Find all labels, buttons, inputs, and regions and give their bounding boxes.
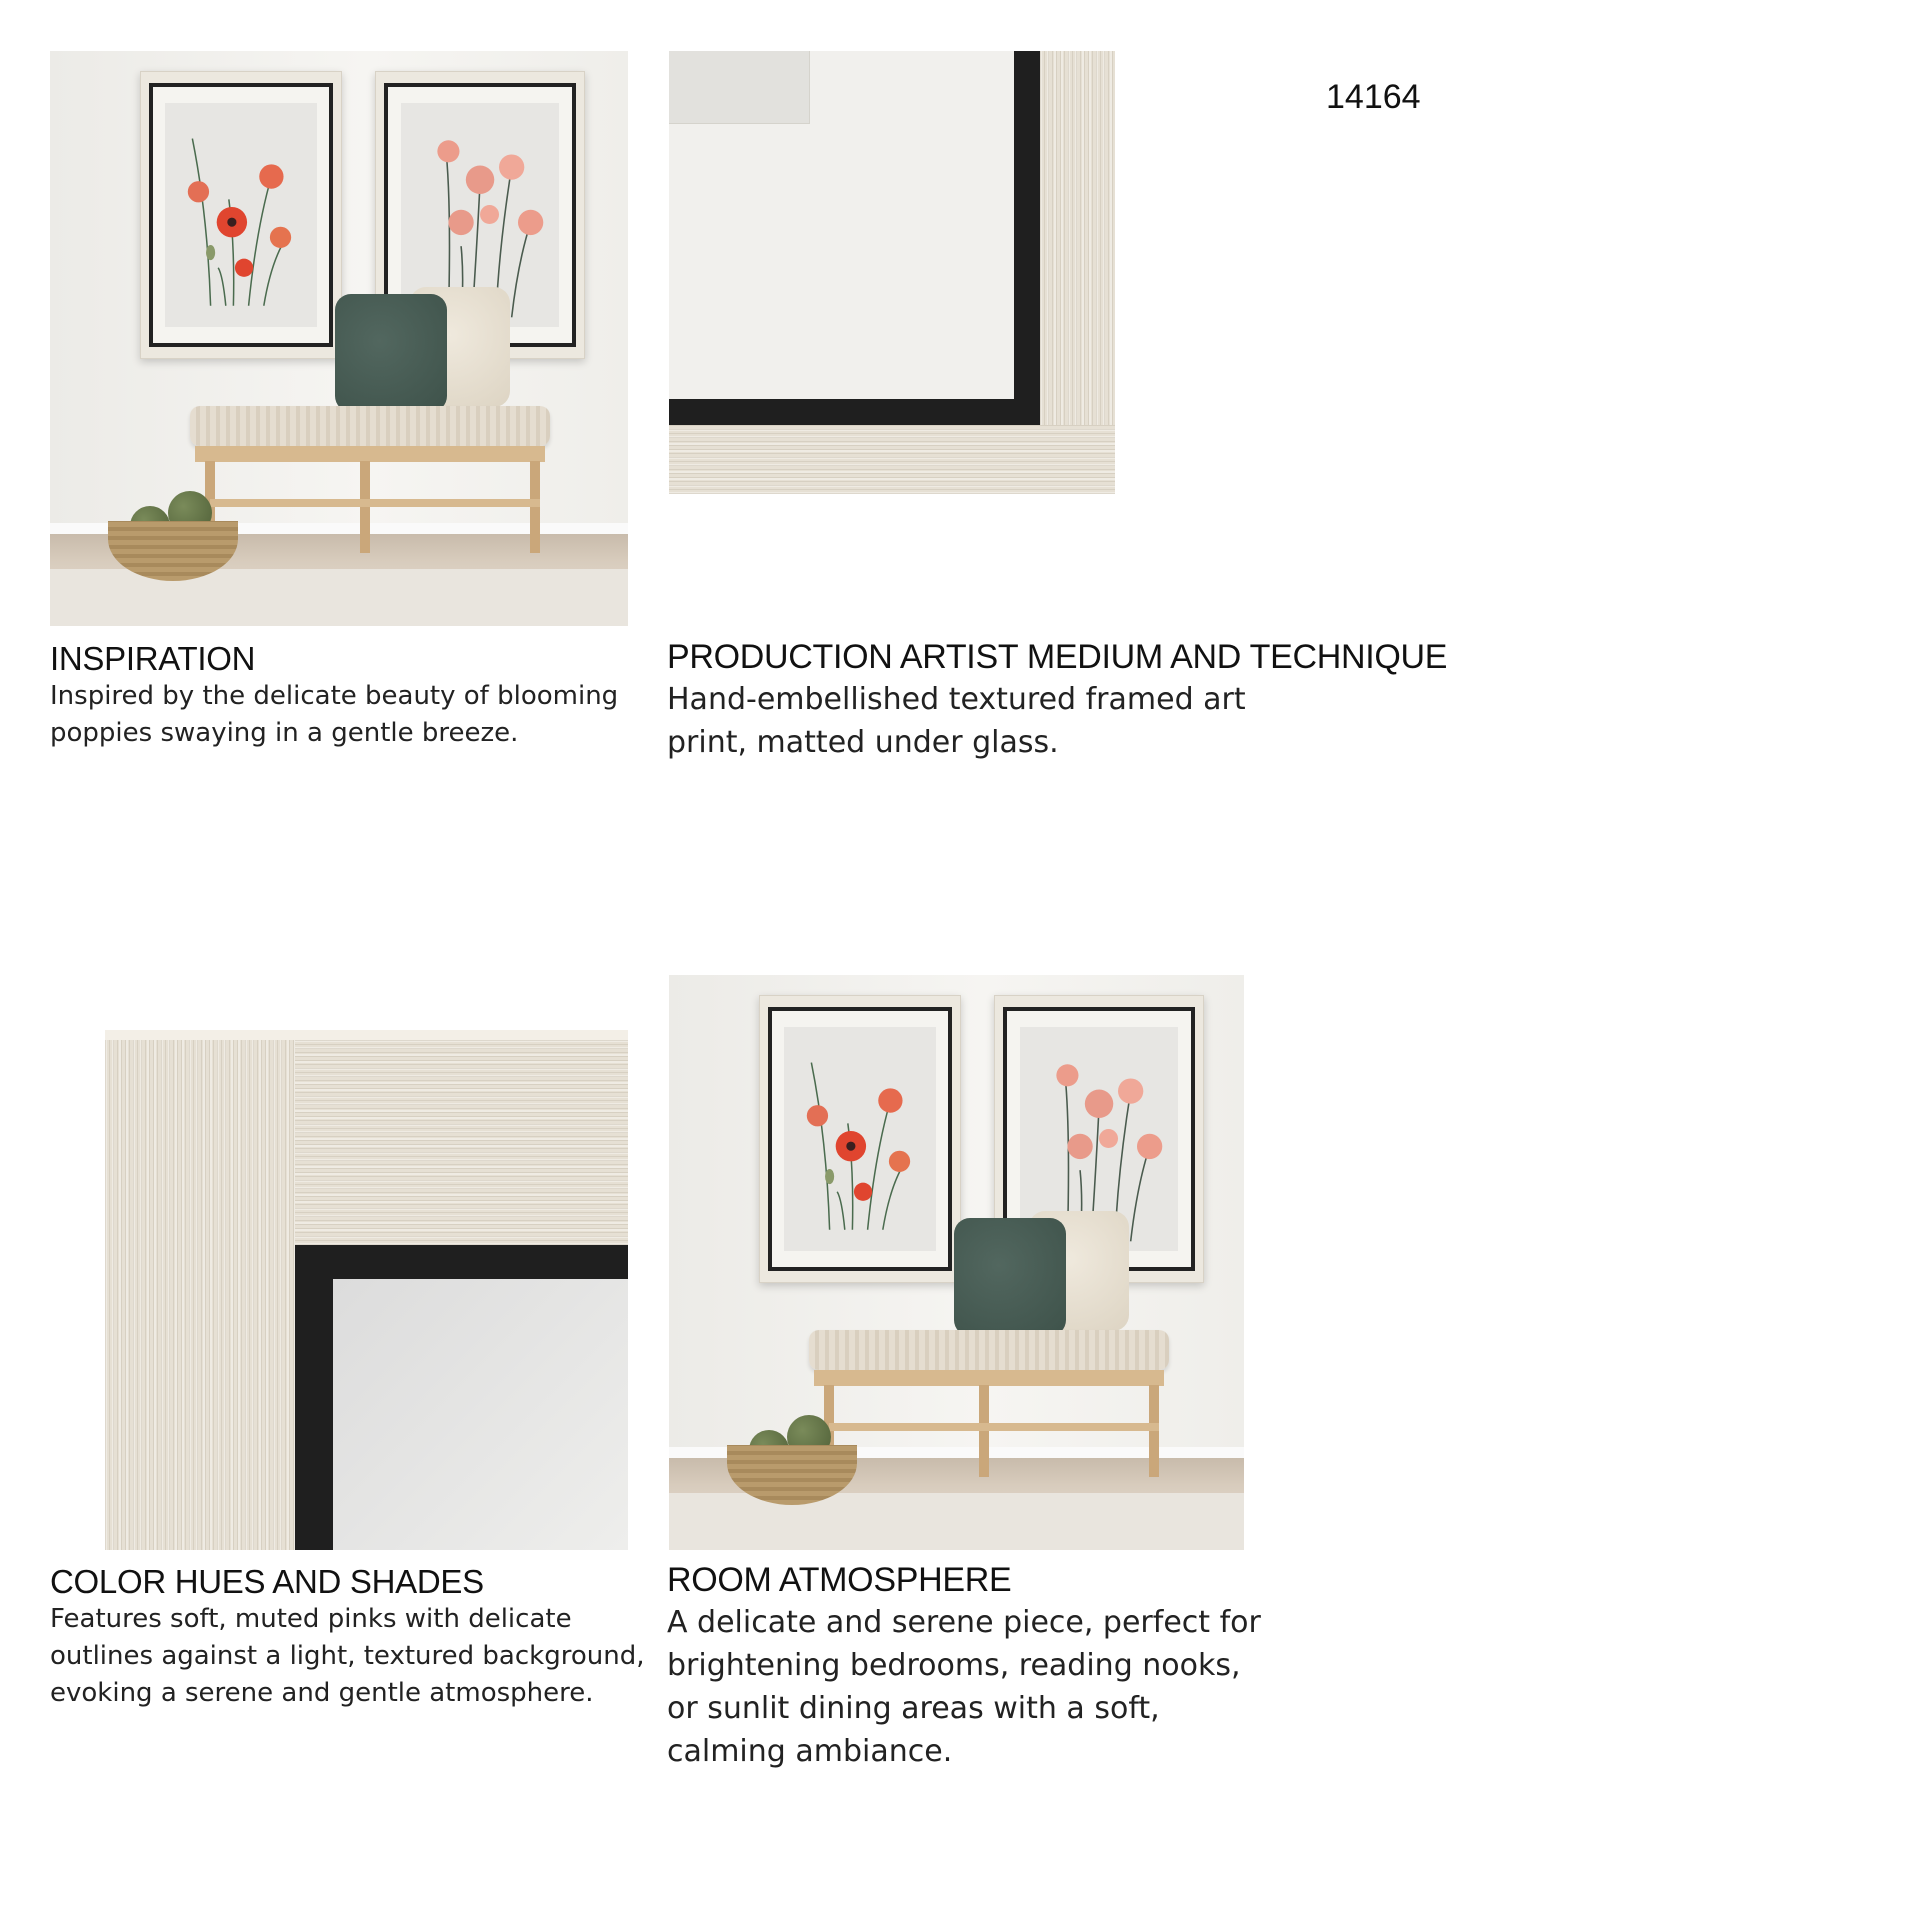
production-heading: PRODUCTION ARTIST MEDIUM AND TECHNIQUE — [667, 638, 1448, 676]
room-atmosphere-photo — [669, 975, 1244, 1550]
frame-corner-closeup — [669, 51, 1115, 494]
inspiration-text: Inspired by the delicate beauty of blooming poppies swaying in a gentle breeze. — [50, 681, 619, 748]
room-heading: ROOM ATMOSPHERE — [667, 1561, 1012, 1599]
product-sku: 14164 — [1326, 78, 1421, 116]
color-heading: COLOR HUES AND SHADES — [50, 1563, 484, 1600]
green-pillow — [335, 294, 447, 412]
framed-print-left — [140, 71, 342, 359]
woven-bench — [190, 406, 550, 446]
production-text: Hand-embellished textured framed art print, matted under glass. — [667, 682, 1246, 760]
room-text: A delicate and serene piece, perfect for brightening bedrooms, reading nooks, or sunlit dining areas with a soft, calming ambiance. — [667, 1605, 1261, 1769]
red-poppy-art — [165, 103, 317, 326]
inspiration-room-photo — [50, 51, 628, 626]
color-text: Features soft, muted pinks with delicate outlines against a light, textured background, evoking a serene and gentle atmosphere. — [50, 1604, 645, 1708]
inspiration-heading: INSPIRATION — [50, 640, 256, 677]
frame-texture-closeup — [50, 975, 628, 1550]
